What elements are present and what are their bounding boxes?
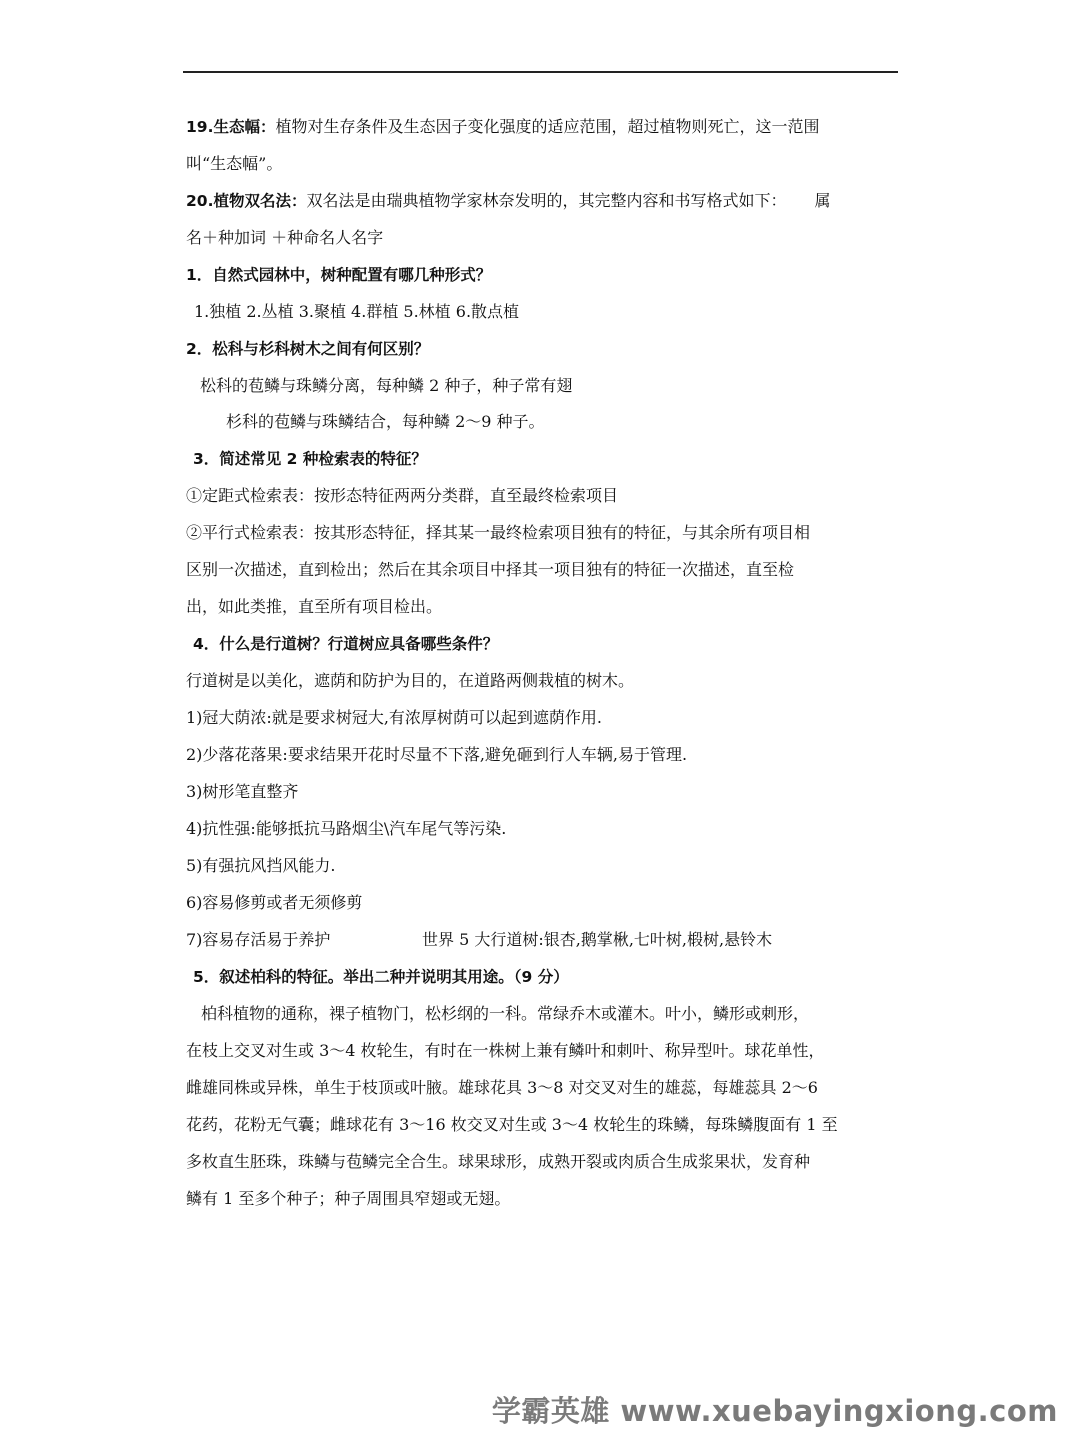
definition-19: 19.生态幅：植物对生存条件及生态因子变化强度的适应范围，超过植物则死亡，这一范围 <box>186 117 820 136</box>
question-4-item: 1)冠大荫浓:就是要求树冠大,有浓厚树荫可以起到遮荫作用. <box>186 708 602 727</box>
header-rule <box>183 71 898 73</box>
question-3-title: 3．简述常见 2 种检索表的特征？ <box>193 450 427 468</box>
question-4-intro: 行道树是以美化，遮荫和防护为目的，在道路两侧栽植的树木。 <box>186 671 635 690</box>
question-3-line: 出，如此类推，直至所有项目检出。 <box>186 597 443 616</box>
question-4-note: 世界 5 大行道树:银杏,鹅掌楸,七叶树,椴树,悬铃木 <box>422 930 773 949</box>
question-2-answer-1: 松科的苞鳞与珠鳞分离，每种鳞 2 种子，种子常有翅 <box>200 376 573 395</box>
question-3-line: ②平行式检索表：按其形态特征，择其某一最终检索项目独有的特征，与其余所有项目相 <box>186 523 811 542</box>
question-5-line: 多枚直生胚珠，珠鳞与苞鳞完全合生。球果球形，成熟开裂或肉质合生成浆果状，发育种 <box>186 1152 811 1171</box>
question-5-line: 柏科植物的通称，裸子植物门，松杉纲的一科。常绿乔木或灌木。叶小，鳞形或刺形， <box>201 1004 810 1023</box>
question-4-title: 4．什么是行道树？行道树应具备哪些条件？ <box>193 635 499 653</box>
definition-20-cont: 名＋种加词 ＋种命名人名字 <box>186 228 384 247</box>
question-4-item: 5)有强抗风挡风能力. <box>186 856 336 875</box>
question-1-answer: 1.独植 2.丛植 3.聚植 4.群植 5.林植 6.散点植 <box>194 302 520 321</box>
question-4-item: 6)容易修剪或者无须修剪 <box>186 893 363 912</box>
question-3-line: 区别一次描述，直到检出；然后在其余项目中择其一项目独有的特征一次描述，直至检 <box>186 560 795 579</box>
site-watermark: 学霸英雄 www.xuebayingxiong.com <box>491 1394 1058 1428</box>
document-body <box>186 113 898 1222</box>
question-5-line: 在枝上交叉对生或 3～4 枚轮生，有时在一株树上兼有鳞叶和刺叶、称异型叶。球花单性， <box>186 1041 825 1060</box>
question-2-title: 2．松科与杉科树木之间有何区别？ <box>186 340 430 358</box>
question-5-line: 鳞有 1 至多个种子；种子周围具窄翅或无翅。 <box>186 1189 511 1208</box>
question-4-item: 2)少落花落果:要求结果开花时尽量不下落,避免砸到行人车辆,易于管理. <box>186 745 688 764</box>
question-3-line: ①定距式检索表：按形态特征两两分类群，直至最终检索项目 <box>186 486 619 505</box>
question-4-item: 3)树形笔直整齐 <box>186 782 299 801</box>
definition-20: 20.植物双名法：双名法是由瑞典植物学家林奈发明的，其完整内容和书写格式如下： 属 <box>186 191 831 210</box>
definition-19-cont: 叫“生态幅”。 <box>186 154 283 173</box>
question-4-item: 4)抗性强:能够抵抗马路烟尘\汽车尾气等污染. <box>186 819 507 838</box>
question-2-answer-2: 杉科的苞鳞与珠鳞结合，每种鳞 2～9 种子。 <box>226 412 545 431</box>
question-1-title: 1．自然式园林中，树种配置有哪几种形式？ <box>186 266 492 284</box>
question-4-item-7: 7)容易存活易于养护 世界 5 大行道树:银杏,鹅掌楸,七叶树,椴树,悬铃木 <box>186 930 773 949</box>
question-5-title: 5．叙述柏科的特征。举出二种并说明其用途。（9 分） <box>193 968 569 986</box>
question-5-line: 雌雄同株或异株，单生于枝顶或叶腋。雄球花具 3～8 对交叉对生的雄蕊，每雄蕊具 2～6 <box>186 1078 818 1097</box>
question-5-line: 花药，花粉无气囊；雌球花有 3～16 枚交叉对生或 3～4 枚轮生的珠鳞，每珠鳞腹面有 1 至 <box>186 1115 838 1134</box>
